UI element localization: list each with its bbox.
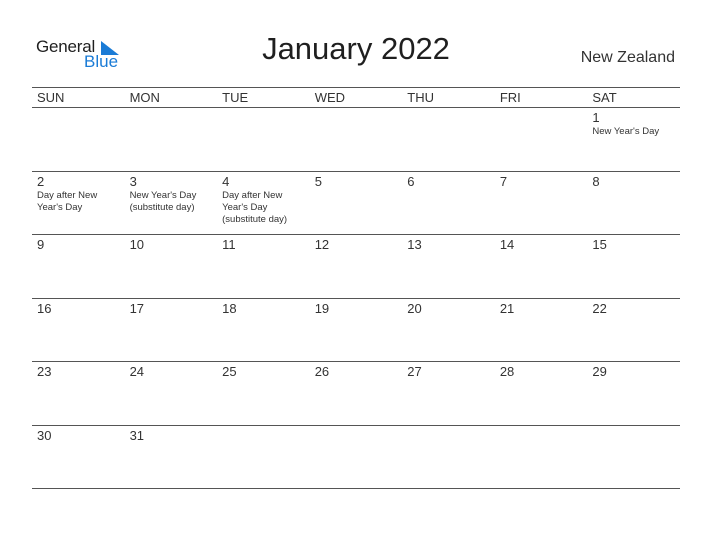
- day-number: 27: [407, 364, 422, 379]
- day-number: 7: [499, 173, 508, 189]
- calendar-weeks: [32, 108, 680, 489]
- day-cell: [587, 235, 680, 298]
- day-cell: [587, 299, 680, 362]
- calendar-week-row: [32, 108, 680, 172]
- day-number: 28: [499, 364, 515, 379]
- day-number: 20: [407, 300, 422, 316]
- day-cell: [32, 362, 125, 425]
- calendar-week-row: [32, 362, 680, 426]
- day-number: 16: [37, 300, 52, 316]
- day-number: 6: [407, 173, 415, 189]
- day-number: 15: [592, 237, 607, 252]
- day-number: 14: [499, 237, 515, 252]
- day-cell: [310, 235, 403, 298]
- day-number: 26: [314, 364, 330, 379]
- day-cell: [495, 362, 588, 425]
- holiday-label: Day after New Year's Day (substitute day): [222, 189, 288, 225]
- day-cell: [217, 299, 310, 362]
- day-cell: [495, 172, 588, 235]
- holiday-label: New Year's Day: [592, 126, 660, 137]
- calendar-grid: [32, 87, 680, 489]
- day-number: 30: [37, 427, 52, 443]
- calendar-week-row: [32, 235, 680, 299]
- page-title: January 2022: [262, 31, 450, 66]
- day-cell: [32, 426, 125, 489]
- logo-text-blue: Blue: [84, 52, 119, 71]
- day-number: 31: [129, 427, 145, 443]
- day-cell: [125, 108, 218, 171]
- day-cell: [125, 235, 218, 298]
- day-number: 3: [129, 173, 137, 189]
- calendar-week-row: [32, 172, 680, 236]
- day-cell: [402, 426, 495, 489]
- day-number: 29: [592, 364, 607, 379]
- weekday-sun: SUN: [37, 90, 65, 105]
- day-number: 2: [37, 173, 45, 189]
- weekday-fri: FRI: [499, 90, 521, 105]
- calendar-week-row: [32, 299, 680, 363]
- day-cell: [125, 426, 218, 489]
- day-cell: [402, 299, 495, 362]
- day-cell: [125, 362, 218, 425]
- day-cell: [217, 362, 310, 425]
- day-number: 9: [37, 237, 45, 252]
- day-cell: [32, 108, 125, 171]
- weekday-thu: THU: [407, 90, 434, 105]
- day-cell: [310, 299, 403, 362]
- logo-text-general: General: [36, 37, 96, 56]
- day-cell: [217, 235, 310, 298]
- day-number: 18: [222, 300, 237, 316]
- day-number: 13: [407, 237, 422, 252]
- day-number: 1: [592, 110, 600, 125]
- day-cell: [310, 362, 403, 425]
- country-label: New Zealand: [580, 49, 675, 66]
- day-cell: [587, 172, 680, 235]
- day-cell: [495, 299, 588, 362]
- day-cell: [402, 108, 495, 171]
- weekday-header: [32, 87, 680, 108]
- day-cell: [495, 235, 588, 298]
- day-number: 8: [592, 173, 600, 189]
- day-number: 17: [129, 300, 145, 316]
- holiday-label: Day after New Year's Day: [37, 189, 98, 213]
- weekday-sat: SAT: [592, 90, 617, 105]
- day-number: 21: [499, 300, 515, 316]
- day-cell: [587, 362, 680, 425]
- calendar-week-row: [32, 426, 680, 490]
- day-cell: [402, 172, 495, 235]
- day-cell: [217, 426, 310, 489]
- day-cell: [125, 172, 218, 235]
- day-number: 19: [314, 300, 330, 316]
- day-cell: [310, 426, 403, 489]
- day-number: 23: [37, 364, 52, 379]
- day-cell: [32, 172, 125, 235]
- day-cell: [587, 108, 680, 171]
- day-number: 4: [222, 173, 230, 189]
- day-cell: [217, 108, 310, 171]
- weekday-mon: MON: [129, 90, 160, 105]
- day-cell: [495, 108, 588, 171]
- day-cell: [32, 235, 125, 298]
- day-number: 12: [314, 237, 330, 252]
- day-number: 11: [222, 237, 236, 252]
- day-cell: [310, 172, 403, 235]
- day-number: 22: [592, 300, 607, 316]
- day-cell: [495, 426, 588, 489]
- day-cell: [310, 108, 403, 171]
- day-cell: [402, 362, 495, 425]
- day-cell: [125, 299, 218, 362]
- day-number: 5: [314, 173, 322, 189]
- day-cell: [32, 299, 125, 362]
- day-number: 25: [222, 364, 237, 379]
- day-number: 24: [129, 364, 145, 379]
- weekday-wed: WED: [314, 90, 346, 105]
- holiday-label: New Year's Day (substitute day): [129, 189, 197, 213]
- day-cell: [217, 172, 310, 235]
- weekday-tue: TUE: [222, 90, 249, 105]
- day-number: 10: [129, 237, 145, 252]
- day-cell: [587, 426, 680, 489]
- day-cell: [402, 235, 495, 298]
